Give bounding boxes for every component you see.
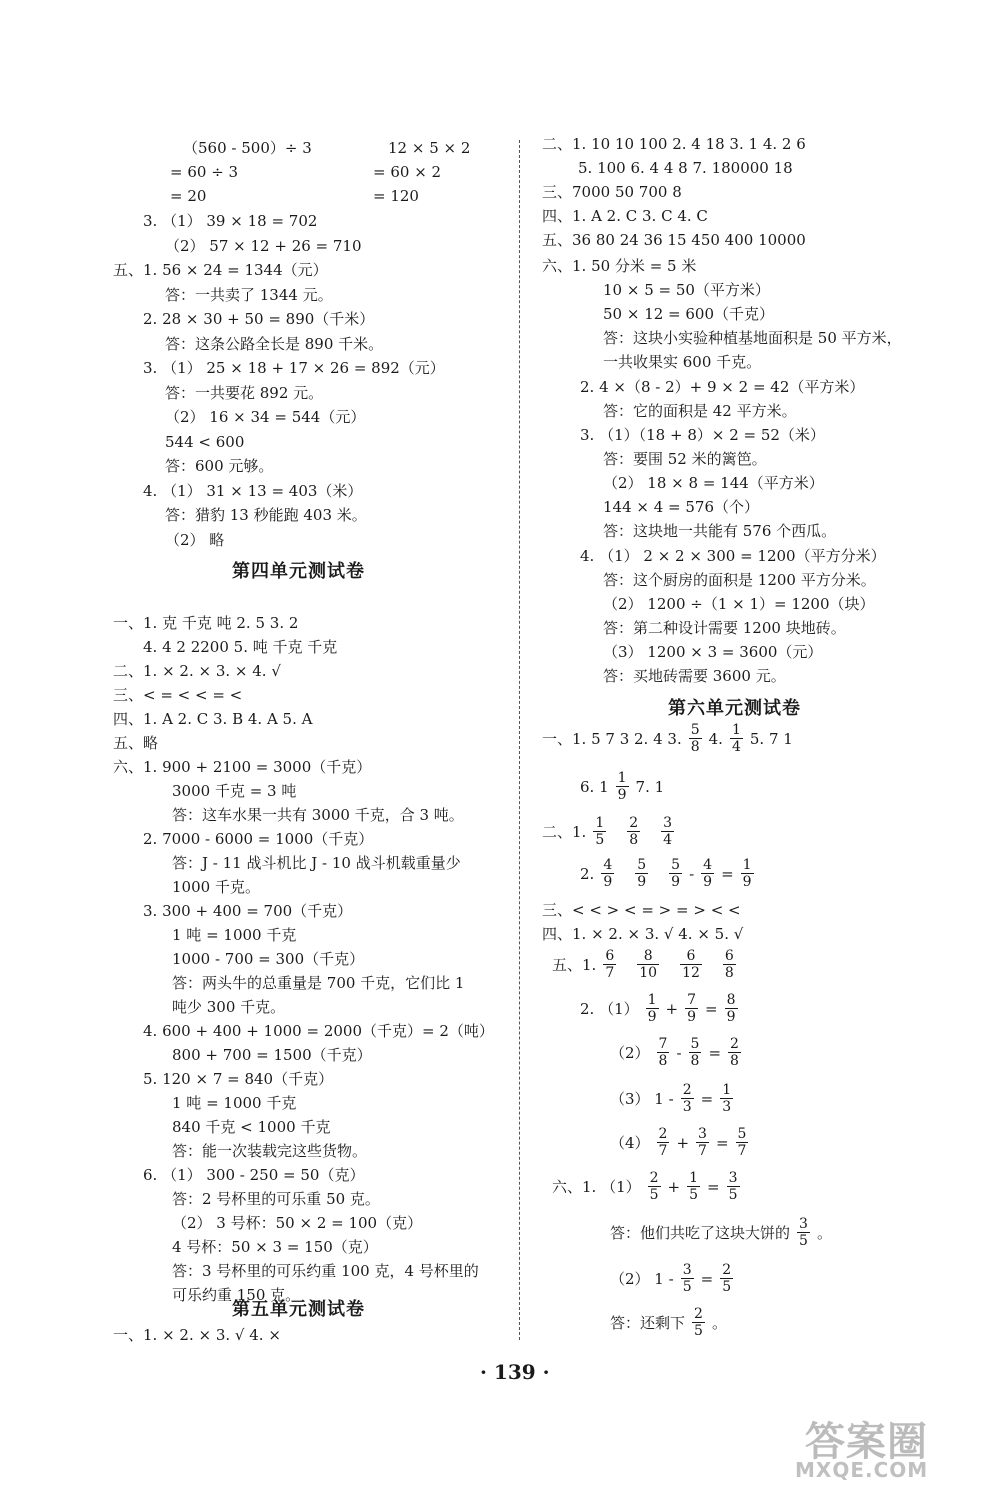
- fraction: [616, 770, 629, 803]
- fraction: [797, 1216, 810, 1249]
- denominator: 9: [726, 1009, 736, 1025]
- numerator: 4: [703, 857, 713, 873]
- fraction: [687, 1170, 700, 1203]
- answer-line: 2. 28 × 30 + 50 = 890（千米）: [143, 310, 375, 328]
- calc-line: = 120: [373, 187, 419, 205]
- row-text: 二、1.: [542, 823, 587, 841]
- left-column: [0, 0, 520, 1380]
- answer-line: 答：J - 11 战斗机比 J - 10 战斗机载重量少: [172, 854, 461, 872]
- answer-line: 答：3 号杯里的可乐约重 100 克，4 号杯里的: [172, 1262, 479, 1280]
- numerator: 5: [737, 1126, 747, 1142]
- fraction-row: [542, 815, 677, 848]
- denominator: 9: [742, 874, 752, 890]
- answer-line: 答：2 号杯里的可乐重 50 克。: [172, 1190, 380, 1208]
- answer-line: 答：这个厨房的面积是 1200 平方分米。: [603, 571, 876, 589]
- fraction: [681, 1082, 694, 1115]
- answer-line: 一、1. × 2. × 3. √ 4. ×: [113, 1326, 281, 1344]
- denominator: 9: [603, 874, 613, 890]
- operator: +: [676, 1133, 690, 1152]
- fraction-row: [580, 992, 741, 1025]
- answer-line: 840 千克 < 1000 千克: [172, 1118, 331, 1136]
- row-text: 4.: [708, 729, 723, 748]
- denominator: 7: [605, 965, 615, 981]
- answer-line: 答：600 元够。: [165, 457, 274, 475]
- denominator: 7: [737, 1143, 747, 1159]
- numerator: 3: [682, 1262, 692, 1278]
- answer-line: 四、1. A 2. C 3. C 4. C: [542, 207, 708, 225]
- fraction: [741, 857, 754, 890]
- denominator: 5: [682, 1279, 692, 1295]
- fraction-row: [610, 1306, 727, 1339]
- answer-line: 二、1. 10 10 100 2. 4 18 3. 1 4. 2 6: [542, 135, 806, 153]
- answer-line: 一共收果实 600 千克。: [603, 353, 762, 371]
- answer-line: 1000 - 700 = 300（千克）: [172, 950, 365, 968]
- watermark-url: MXQE.COM: [795, 1458, 929, 1482]
- calc-line: = 60 × 2: [373, 163, 442, 181]
- answer-line: 答：它的面积是 42 平方米。: [603, 402, 797, 420]
- fraction: [696, 1126, 709, 1159]
- answer-line: 4. （1） 2 × 2 × 300 = 1200（平方分米）: [580, 547, 886, 565]
- answer-line: （2） 3 号杯：50 × 2 = 100（克）: [172, 1214, 423, 1232]
- fraction: [692, 1306, 705, 1339]
- answer-line: 四、1. × 2. × 3. √ 4. × 5. √: [542, 925, 744, 943]
- answer-line: 2. 4 ×（8 - 2）+ 9 × 2 = 42（平方米）: [580, 378, 865, 396]
- answer-line: 4. 4 2 2200 5. 吨 千克 千克: [143, 638, 338, 656]
- numerator: 5: [690, 722, 700, 738]
- fraction: [657, 1036, 670, 1069]
- answer-line: 答：猎豹 13 秒能跑 403 米。: [165, 506, 367, 524]
- denominator: 5: [694, 1323, 703, 1339]
- denominator: 8: [724, 965, 734, 981]
- row-text: （2） 1 -: [610, 1270, 674, 1288]
- numerator: 5: [637, 857, 647, 873]
- operator: -: [689, 864, 695, 883]
- fraction-row: [542, 722, 793, 755]
- denominator: 5: [689, 1187, 699, 1203]
- denominator: 9: [703, 874, 713, 890]
- operator: =: [700, 1089, 714, 1108]
- denominator: 3: [722, 1099, 732, 1115]
- numerator: 7: [658, 1036, 668, 1052]
- right-column: [520, 0, 1000, 1380]
- answer-line: 六、1. 900 + 2100 = 3000（千克）: [113, 758, 372, 776]
- answer-line: 1 吨 = 1000 千克: [172, 1094, 297, 1112]
- answer-line: 3. 300 + 400 = 700（千克）: [143, 902, 353, 920]
- fraction: [661, 815, 674, 848]
- denominator: 5: [728, 1187, 738, 1203]
- fraction-row: [610, 1262, 736, 1295]
- row-text: 五、1.: [552, 956, 597, 974]
- fraction: [603, 948, 616, 981]
- numerator: 5: [690, 1036, 700, 1052]
- numerator: 5: [671, 857, 681, 873]
- numerator: 3: [799, 1216, 808, 1232]
- answer-line: 3. （1）（18 + 8）× 2 = 52（米）: [580, 426, 825, 444]
- operator: =: [707, 1177, 720, 1196]
- calc-line: = 60 ÷ 3: [170, 163, 239, 181]
- denominator: 9: [671, 874, 681, 890]
- fraction: [689, 722, 702, 755]
- answer-line: 答：一共卖了 1344 元。: [165, 286, 333, 304]
- operator: =: [721, 864, 734, 883]
- calc-line: 12 × 5 × 2: [388, 139, 471, 157]
- denominator: 8: [730, 1053, 739, 1069]
- answer-line: （2） 略: [165, 531, 225, 549]
- answer-line: 二、1. × 2. × 3. × 4. √: [113, 662, 281, 680]
- answer-line: 1 吨 = 1000 千克: [172, 926, 297, 944]
- answer-line: 五、1. 56 × 24 = 1344（元）: [113, 261, 328, 279]
- row-text: 答：还剩下: [610, 1314, 686, 1332]
- page-number: · 139 ·: [480, 1360, 550, 1384]
- numerator: 7: [687, 992, 697, 1008]
- watermark-text: 答案圈: [805, 1419, 928, 1465]
- answer-line: （2） 57 × 12 + 26 = 710: [165, 237, 362, 255]
- operator: -: [676, 1043, 682, 1062]
- watermark-logo: [795, 1410, 985, 1480]
- denominator: 8: [690, 1053, 700, 1069]
- row-text: （2）: [610, 1044, 650, 1062]
- answer-line: 3. （1） 25 × 18 + 17 × 26 = 892（元）: [143, 359, 445, 377]
- denominator: 9: [647, 1009, 657, 1025]
- numerator: 1: [742, 857, 752, 873]
- fraction-row: [610, 1216, 832, 1249]
- fraction: [723, 948, 736, 981]
- answer-line: （3） 1200 × 3 = 3600（元）: [603, 643, 823, 661]
- answer-line: 答：能一次装载完这些货物。: [172, 1142, 368, 1160]
- answer-line: 答：买地砖需要 3600 元。: [603, 667, 786, 685]
- operator: =: [708, 1043, 722, 1062]
- answer-line: 三、< < > < = > = > < <: [542, 901, 741, 919]
- answer-line: 2. 7000 - 6000 = 1000（千克）: [143, 830, 374, 848]
- row-text: 。: [816, 1224, 832, 1242]
- answer-line: 4. （1） 31 × 13 = 403（米）: [143, 482, 363, 500]
- denominator: 9: [617, 787, 627, 803]
- denominator: 4: [663, 832, 673, 848]
- fraction: [720, 1082, 733, 1115]
- answer-line: 五、36 80 24 36 15 450 400 10000: [542, 231, 806, 249]
- fraction-row: [580, 770, 664, 803]
- answer-line: 3000 千克 = 3 吨: [172, 782, 297, 800]
- fraction: [669, 857, 682, 890]
- numerator: 2: [694, 1306, 703, 1322]
- fraction: [601, 857, 614, 890]
- numerator: 2: [682, 1082, 692, 1098]
- fraction: [593, 815, 606, 848]
- denominator: 10: [639, 965, 658, 981]
- numerator: 2: [658, 1126, 668, 1142]
- answer-line: （2） 1200 ÷（1 × 1）= 1200（块）: [603, 595, 875, 613]
- answer-line: 5. 100 6. 4 4 8 7. 180000 18: [578, 159, 793, 177]
- fraction-row: [552, 1170, 743, 1203]
- answer-line: 3. （1） 39 × 18 = 702: [143, 212, 318, 230]
- denominator: 5: [722, 1279, 732, 1295]
- answer-line: 一、1. 克 千克 吨 2. 5 3. 2: [113, 614, 299, 632]
- fraction-row: [610, 1126, 751, 1159]
- fraction: [736, 1126, 749, 1159]
- numerator: 2: [649, 1170, 659, 1186]
- denominator: 4: [731, 739, 741, 755]
- numerator: 4: [603, 857, 613, 873]
- operator: =: [705, 999, 718, 1018]
- fraction: [627, 815, 640, 848]
- row-text: （4）: [610, 1134, 650, 1152]
- calc-line: （560 - 500）÷ 3: [183, 139, 312, 157]
- denominator: 9: [637, 874, 647, 890]
- fraction: [637, 948, 659, 981]
- row-text: 一、1. 5 7 3 2. 4 3.: [542, 730, 682, 748]
- numerator: 3: [698, 1126, 707, 1142]
- fraction: [689, 1036, 702, 1069]
- row-text: 7. 1: [635, 777, 665, 796]
- section-heading-unit6: 第六单元测试卷: [668, 698, 801, 719]
- answer-line: （2） 18 × 8 = 144（平方米）: [603, 474, 824, 492]
- fraction: [727, 1170, 740, 1203]
- answer-line: 答：这条公路全长是 890 千米。: [165, 335, 384, 353]
- numerator: 1: [595, 815, 605, 831]
- numerator: 2: [722, 1262, 732, 1278]
- answer-line: 答：这块地一共能有 576 个西瓜。: [603, 522, 837, 540]
- fraction: [680, 948, 702, 981]
- numerator: 2: [730, 1036, 739, 1052]
- numerator: 1: [617, 770, 627, 786]
- fraction: [681, 1262, 694, 1295]
- numerator: 1: [722, 1082, 732, 1098]
- denominator: 8: [658, 1053, 668, 1069]
- row-text: 6. 1: [580, 777, 609, 796]
- answer-line: 6. （1） 300 - 250 = 50（克）: [143, 1166, 365, 1184]
- answer-line: 可乐约重 150 克。: [172, 1286, 301, 1304]
- answer-line: 答：第二种设计需要 1200 块地砖。: [603, 619, 846, 637]
- denominator: 7: [698, 1143, 707, 1159]
- answer-line: 1000 千克。: [172, 878, 260, 896]
- answer-line: （2） 16 × 34 = 544（元）: [165, 408, 366, 426]
- denominator: 8: [629, 832, 639, 848]
- answer-line: 5. 120 × 7 = 840（千克）: [143, 1070, 334, 1088]
- fraction-row: [610, 1082, 736, 1115]
- section-heading-unit5: 第五单元测试卷: [232, 1299, 365, 1320]
- numerator: 6: [724, 948, 734, 964]
- answer-line: 答：一共要花 892 元。: [165, 384, 324, 402]
- operator: +: [665, 999, 679, 1018]
- fraction-row: [552, 948, 739, 981]
- numerator: 2: [629, 815, 639, 831]
- denominator: 5: [799, 1233, 808, 1249]
- numerator: 6: [605, 948, 615, 964]
- answer-line: 144 × 4 = 576（个）: [603, 498, 760, 516]
- denominator: 5: [595, 832, 605, 848]
- answer-line: 六、1. 50 分米 = 5 米: [542, 257, 697, 275]
- fraction: [648, 1170, 661, 1203]
- fraction: [728, 1036, 741, 1069]
- fraction: [725, 992, 738, 1025]
- fraction: [701, 857, 714, 890]
- operator: +: [667, 1177, 681, 1196]
- fraction-row: [580, 857, 757, 890]
- denominator: 8: [690, 739, 700, 755]
- answer-line: 四、1. A 2. C 3. B 4. A 5. A: [113, 710, 313, 728]
- fraction-row: [610, 1036, 744, 1069]
- denominator: 5: [649, 1187, 659, 1203]
- fraction: [685, 992, 698, 1025]
- fraction: [646, 992, 659, 1025]
- operator: =: [715, 1133, 729, 1152]
- answer-line: 答：这车水果一共有 3000 千克，合 3 吨。: [172, 806, 464, 824]
- numerator: 3: [728, 1170, 738, 1186]
- section-heading-unit4: 第四单元测试卷: [232, 561, 365, 582]
- denominator: 3: [682, 1099, 692, 1115]
- row-text: 。: [711, 1314, 727, 1332]
- numerator: 8: [637, 948, 659, 965]
- fraction: [657, 1126, 670, 1159]
- answer-line: 三、7000 50 700 8: [542, 183, 682, 201]
- fraction: [635, 857, 648, 890]
- answer-line: 544 < 600: [165, 433, 245, 451]
- numerator: 1: [647, 992, 657, 1008]
- answer-line: 三、< = < < = <: [113, 686, 243, 704]
- answer-line: 4. 600 + 400 + 1000 = 2000（千克）= 2（吨）: [143, 1022, 494, 1040]
- fraction: [720, 1262, 733, 1295]
- answer-line: 10 × 5 = 50（平方米）: [603, 281, 770, 299]
- denominator: 12: [682, 965, 700, 981]
- answer-line: 答：要围 52 米的篱笆。: [603, 450, 767, 468]
- row-text: 5. 7 1: [749, 729, 793, 748]
- numerator: 6: [680, 948, 702, 965]
- calc-line: = 20: [170, 187, 207, 205]
- answer-line: 答：这块小实验种植基地面积是 50 平方米，: [603, 329, 902, 347]
- fraction: [730, 722, 743, 755]
- answer-line: 4 号杯：50 × 3 = 150（克）: [172, 1238, 378, 1256]
- denominator: 9: [687, 1009, 697, 1025]
- row-text: 答：他们共吃了这块大饼的: [610, 1224, 791, 1242]
- answer-line: 800 + 700 = 1500（千克）: [172, 1046, 372, 1064]
- answer-line: 吨少 300 千克。: [172, 998, 286, 1016]
- numerator: 1: [731, 722, 741, 738]
- row-text: （3） 1 -: [610, 1090, 674, 1108]
- operator: =: [700, 1269, 714, 1288]
- answer-line: 50 × 12 = 600（千克）: [603, 305, 775, 323]
- denominator: 7: [658, 1143, 668, 1159]
- row-text: 六、1. （1）: [552, 1178, 641, 1196]
- answer-line: 答：两头牛的总重量是 700 千克，它们比 1: [172, 974, 465, 992]
- numerator: 3: [663, 815, 673, 831]
- numerator: 1: [689, 1170, 699, 1186]
- numerator: 8: [726, 992, 736, 1008]
- row-text: 2. （1）: [580, 1000, 639, 1018]
- row-text: 2.: [580, 864, 595, 883]
- answer-line: 五、略: [113, 734, 159, 752]
